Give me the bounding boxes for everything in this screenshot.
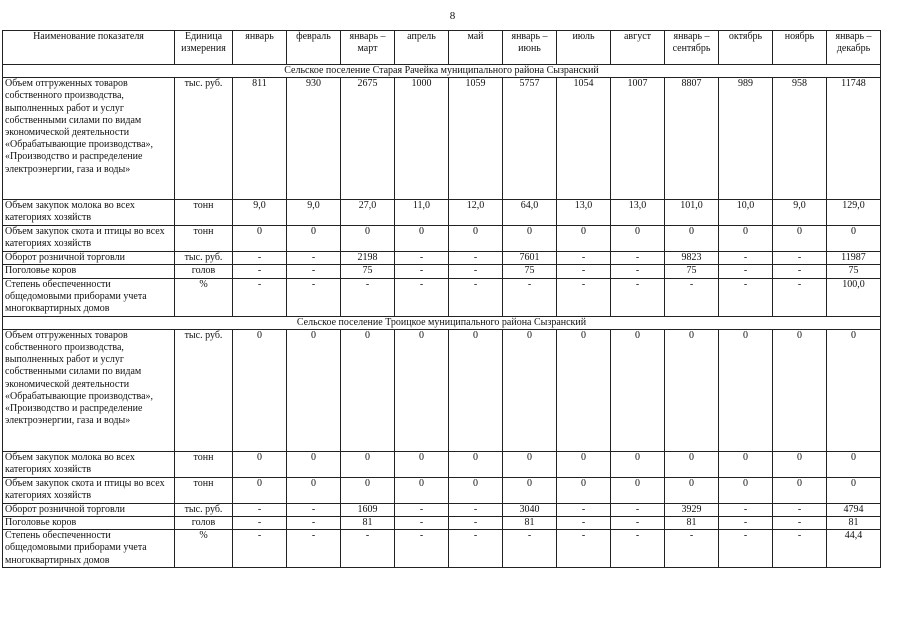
indicator-name: Объем закупок скота и птицы во всех категориях хозяйств xyxy=(3,226,175,252)
value-cell: 811 xyxy=(233,78,287,200)
value-cell: 0 xyxy=(287,226,341,252)
value-cell: - xyxy=(773,252,827,265)
table-row xyxy=(3,226,881,252)
indicator-name: Степень обеспеченности общедомовыми приборами учета многоквартирных домов xyxy=(3,278,175,316)
table-row xyxy=(3,200,881,226)
value-cell: - xyxy=(233,530,287,568)
value-cell: - xyxy=(611,278,665,316)
value-cell: 0 xyxy=(395,477,449,503)
value-cell: 64,0 xyxy=(503,200,557,226)
section-title: Сельское поселение Троицкое муниципального района Сызранский xyxy=(3,316,881,329)
statistics-table xyxy=(2,30,881,568)
value-cell: 2675 xyxy=(341,78,395,200)
value-cell: 13,0 xyxy=(611,200,665,226)
value-cell: - xyxy=(233,517,287,530)
indicator-name: Степень обеспеченности общедомовыми приборами учета многоквартирных домов xyxy=(3,530,175,568)
value-cell: 0 xyxy=(827,329,881,451)
value-cell: - xyxy=(557,252,611,265)
value-cell: - xyxy=(449,278,503,316)
value-cell: 10,0 xyxy=(719,200,773,226)
unit-cell: % xyxy=(175,278,233,316)
value-cell: 75 xyxy=(665,265,719,278)
unit-cell: тонн xyxy=(175,226,233,252)
value-cell: 0 xyxy=(773,477,827,503)
value-cell: 0 xyxy=(287,329,341,451)
value-cell: 11748 xyxy=(827,78,881,200)
header-period: февраль xyxy=(287,31,341,65)
indicator-name: Объем закупок скота и птицы во всех категориях хозяйств xyxy=(3,477,175,503)
value-cell: - xyxy=(449,530,503,568)
value-cell: 129,0 xyxy=(827,200,881,226)
value-cell: - xyxy=(395,278,449,316)
value-cell: 1054 xyxy=(557,78,611,200)
table-row xyxy=(3,329,881,451)
value-cell: - xyxy=(287,503,341,516)
value-cell: 0 xyxy=(773,329,827,451)
value-cell: 0 xyxy=(233,226,287,252)
value-cell: 0 xyxy=(557,451,611,477)
header-indicator-name: Наименование показателя xyxy=(3,31,175,65)
value-cell: 0 xyxy=(449,329,503,451)
header-period: январь – сентябрь xyxy=(665,31,719,65)
value-cell: - xyxy=(287,252,341,265)
unit-cell: тонн xyxy=(175,451,233,477)
value-cell: 0 xyxy=(719,477,773,503)
value-cell: 0 xyxy=(287,477,341,503)
header-period: ноябрь xyxy=(773,31,827,65)
value-cell: 0 xyxy=(449,451,503,477)
value-cell: 0 xyxy=(719,329,773,451)
section-header-row xyxy=(3,316,881,329)
value-cell: 0 xyxy=(287,451,341,477)
value-cell: - xyxy=(395,517,449,530)
unit-cell: тыс. руб. xyxy=(175,252,233,265)
value-cell: 100,0 xyxy=(827,278,881,316)
value-cell: 0 xyxy=(503,329,557,451)
value-cell: 0 xyxy=(503,477,557,503)
table-row xyxy=(3,252,881,265)
value-cell: - xyxy=(557,503,611,516)
table-row xyxy=(3,265,881,278)
value-cell: 8807 xyxy=(665,78,719,200)
value-cell: 5757 xyxy=(503,78,557,200)
value-cell: 4794 xyxy=(827,503,881,516)
value-cell: - xyxy=(503,530,557,568)
value-cell: - xyxy=(557,517,611,530)
value-cell: - xyxy=(395,503,449,516)
value-cell: - xyxy=(395,530,449,568)
table-row xyxy=(3,451,881,477)
value-cell: 0 xyxy=(341,329,395,451)
value-cell: 0 xyxy=(395,329,449,451)
table-body xyxy=(3,65,881,568)
value-cell: 0 xyxy=(611,451,665,477)
value-cell: - xyxy=(557,530,611,568)
value-cell: 930 xyxy=(287,78,341,200)
value-cell: 0 xyxy=(503,226,557,252)
value-cell: 9,0 xyxy=(233,200,287,226)
value-cell: 3929 xyxy=(665,503,719,516)
value-cell: - xyxy=(719,252,773,265)
unit-cell: голов xyxy=(175,265,233,278)
value-cell: - xyxy=(287,530,341,568)
value-cell: - xyxy=(395,252,449,265)
value-cell: 1059 xyxy=(449,78,503,200)
value-cell: 75 xyxy=(341,265,395,278)
value-cell: - xyxy=(773,265,827,278)
value-cell: 81 xyxy=(665,517,719,530)
section-title: Сельское поселение Старая Рачейка муниципального района Сызранский xyxy=(3,65,881,78)
value-cell: 81 xyxy=(341,517,395,530)
value-cell: 0 xyxy=(341,477,395,503)
value-cell: 0 xyxy=(611,226,665,252)
value-cell: 11987 xyxy=(827,252,881,265)
value-cell: 12,0 xyxy=(449,200,503,226)
indicator-name: Поголовье коров xyxy=(3,517,175,530)
indicator-name: Оборот розничной торговли xyxy=(3,252,175,265)
indicator-name: Объем отгруженных товаров собственного производства, выполненных работ и услуг собственными силами по видам экономической деятельности «Обрабатывающие производства», «Производство и распределение электроэнергии, газа и воды» xyxy=(3,78,175,200)
value-cell: 81 xyxy=(503,517,557,530)
value-cell: - xyxy=(341,530,395,568)
value-cell: - xyxy=(287,278,341,316)
header-period: январь xyxy=(233,31,287,65)
value-cell: 0 xyxy=(233,329,287,451)
value-cell: - xyxy=(557,278,611,316)
header-period: январь – декабрь xyxy=(827,31,881,65)
value-cell: - xyxy=(449,252,503,265)
value-cell: - xyxy=(611,503,665,516)
value-cell: - xyxy=(287,265,341,278)
table-row xyxy=(3,530,881,568)
value-cell: - xyxy=(665,530,719,568)
table-row xyxy=(3,517,881,530)
value-cell: - xyxy=(665,278,719,316)
value-cell: - xyxy=(611,517,665,530)
value-cell: 101,0 xyxy=(665,200,719,226)
value-cell: 0 xyxy=(773,451,827,477)
value-cell: - xyxy=(233,278,287,316)
value-cell: 0 xyxy=(827,451,881,477)
value-cell: 0 xyxy=(341,451,395,477)
value-cell: 0 xyxy=(233,477,287,503)
value-cell: - xyxy=(773,503,827,516)
value-cell: 0 xyxy=(719,451,773,477)
table-row xyxy=(3,477,881,503)
value-cell: 0 xyxy=(557,329,611,451)
unit-cell: тонн xyxy=(175,200,233,226)
header-period: октябрь xyxy=(719,31,773,65)
unit-cell: % xyxy=(175,530,233,568)
value-cell: 3040 xyxy=(503,503,557,516)
value-cell: - xyxy=(287,517,341,530)
header-period: июль xyxy=(557,31,611,65)
indicator-name: Объем закупок молока во всех категориях хозяйств xyxy=(3,200,175,226)
value-cell: - xyxy=(395,265,449,278)
section-header-row xyxy=(3,65,881,78)
value-cell: 1000 xyxy=(395,78,449,200)
value-cell: - xyxy=(503,278,557,316)
value-cell: - xyxy=(719,278,773,316)
value-cell: 0 xyxy=(773,226,827,252)
value-cell: - xyxy=(557,265,611,278)
header-period: январь – июнь xyxy=(503,31,557,65)
value-cell: - xyxy=(611,265,665,278)
value-cell: 0 xyxy=(665,451,719,477)
value-cell: 75 xyxy=(503,265,557,278)
value-cell: - xyxy=(233,252,287,265)
indicator-name: Оборот розничной торговли xyxy=(3,503,175,516)
value-cell: - xyxy=(449,517,503,530)
value-cell: 0 xyxy=(665,329,719,451)
value-cell: - xyxy=(233,265,287,278)
value-cell: 0 xyxy=(665,226,719,252)
value-cell: 11,0 xyxy=(395,200,449,226)
value-cell: - xyxy=(611,252,665,265)
value-cell: - xyxy=(341,278,395,316)
value-cell: 0 xyxy=(719,226,773,252)
page-number: 8 xyxy=(449,10,456,22)
value-cell: 0 xyxy=(611,329,665,451)
value-cell: 9,0 xyxy=(287,200,341,226)
value-cell: 44,4 xyxy=(827,530,881,568)
unit-cell: тыс. руб. xyxy=(175,329,233,451)
value-cell: - xyxy=(719,265,773,278)
value-cell: 1609 xyxy=(341,503,395,516)
value-cell: 958 xyxy=(773,78,827,200)
value-cell: 0 xyxy=(233,451,287,477)
value-cell: - xyxy=(449,265,503,278)
value-cell: 0 xyxy=(341,226,395,252)
table-row xyxy=(3,503,881,516)
value-cell: 0 xyxy=(449,226,503,252)
value-cell: 7601 xyxy=(503,252,557,265)
value-cell: 75 xyxy=(827,265,881,278)
value-cell: - xyxy=(233,503,287,516)
value-cell: 1007 xyxy=(611,78,665,200)
value-cell: - xyxy=(611,530,665,568)
unit-cell: голов xyxy=(175,517,233,530)
value-cell: 0 xyxy=(665,477,719,503)
header-period: май xyxy=(449,31,503,65)
indicator-name: Объем закупок молока во всех категориях хозяйств xyxy=(3,451,175,477)
value-cell: 9823 xyxy=(665,252,719,265)
header-unit: Единица измерения xyxy=(175,31,233,65)
indicator-name: Поголовье коров xyxy=(3,265,175,278)
table-header xyxy=(3,31,881,65)
value-cell: 0 xyxy=(827,226,881,252)
value-cell: 9,0 xyxy=(773,200,827,226)
value-cell: - xyxy=(773,530,827,568)
indicator-name: Объем отгруженных товаров собственного производства, выполненных работ и услуг собственными силами по видам экономической деятельности «Обрабатывающие производства», «Производство и распределение электроэнергии, газа и воды» xyxy=(3,329,175,451)
value-cell: 0 xyxy=(827,477,881,503)
unit-cell: тонн xyxy=(175,477,233,503)
value-cell: 27,0 xyxy=(341,200,395,226)
table-row xyxy=(3,278,881,316)
header-row xyxy=(3,31,881,65)
value-cell: - xyxy=(449,503,503,516)
value-cell: 0 xyxy=(557,477,611,503)
value-cell: - xyxy=(719,517,773,530)
value-cell: 13,0 xyxy=(557,200,611,226)
value-cell: 81 xyxy=(827,517,881,530)
unit-cell: тыс. руб. xyxy=(175,78,233,200)
value-cell: 0 xyxy=(503,451,557,477)
value-cell: 0 xyxy=(395,451,449,477)
header-period: август xyxy=(611,31,665,65)
value-cell: 989 xyxy=(719,78,773,200)
value-cell: 0 xyxy=(395,226,449,252)
unit-cell: тыс. руб. xyxy=(175,503,233,516)
value-cell: 2198 xyxy=(341,252,395,265)
header-period: апрель xyxy=(395,31,449,65)
value-cell: - xyxy=(773,278,827,316)
value-cell: 0 xyxy=(449,477,503,503)
value-cell: 0 xyxy=(557,226,611,252)
value-cell: - xyxy=(719,530,773,568)
value-cell: 0 xyxy=(611,477,665,503)
header-period: январь – март xyxy=(341,31,395,65)
value-cell: - xyxy=(773,517,827,530)
table-row xyxy=(3,78,881,200)
value-cell: - xyxy=(719,503,773,516)
